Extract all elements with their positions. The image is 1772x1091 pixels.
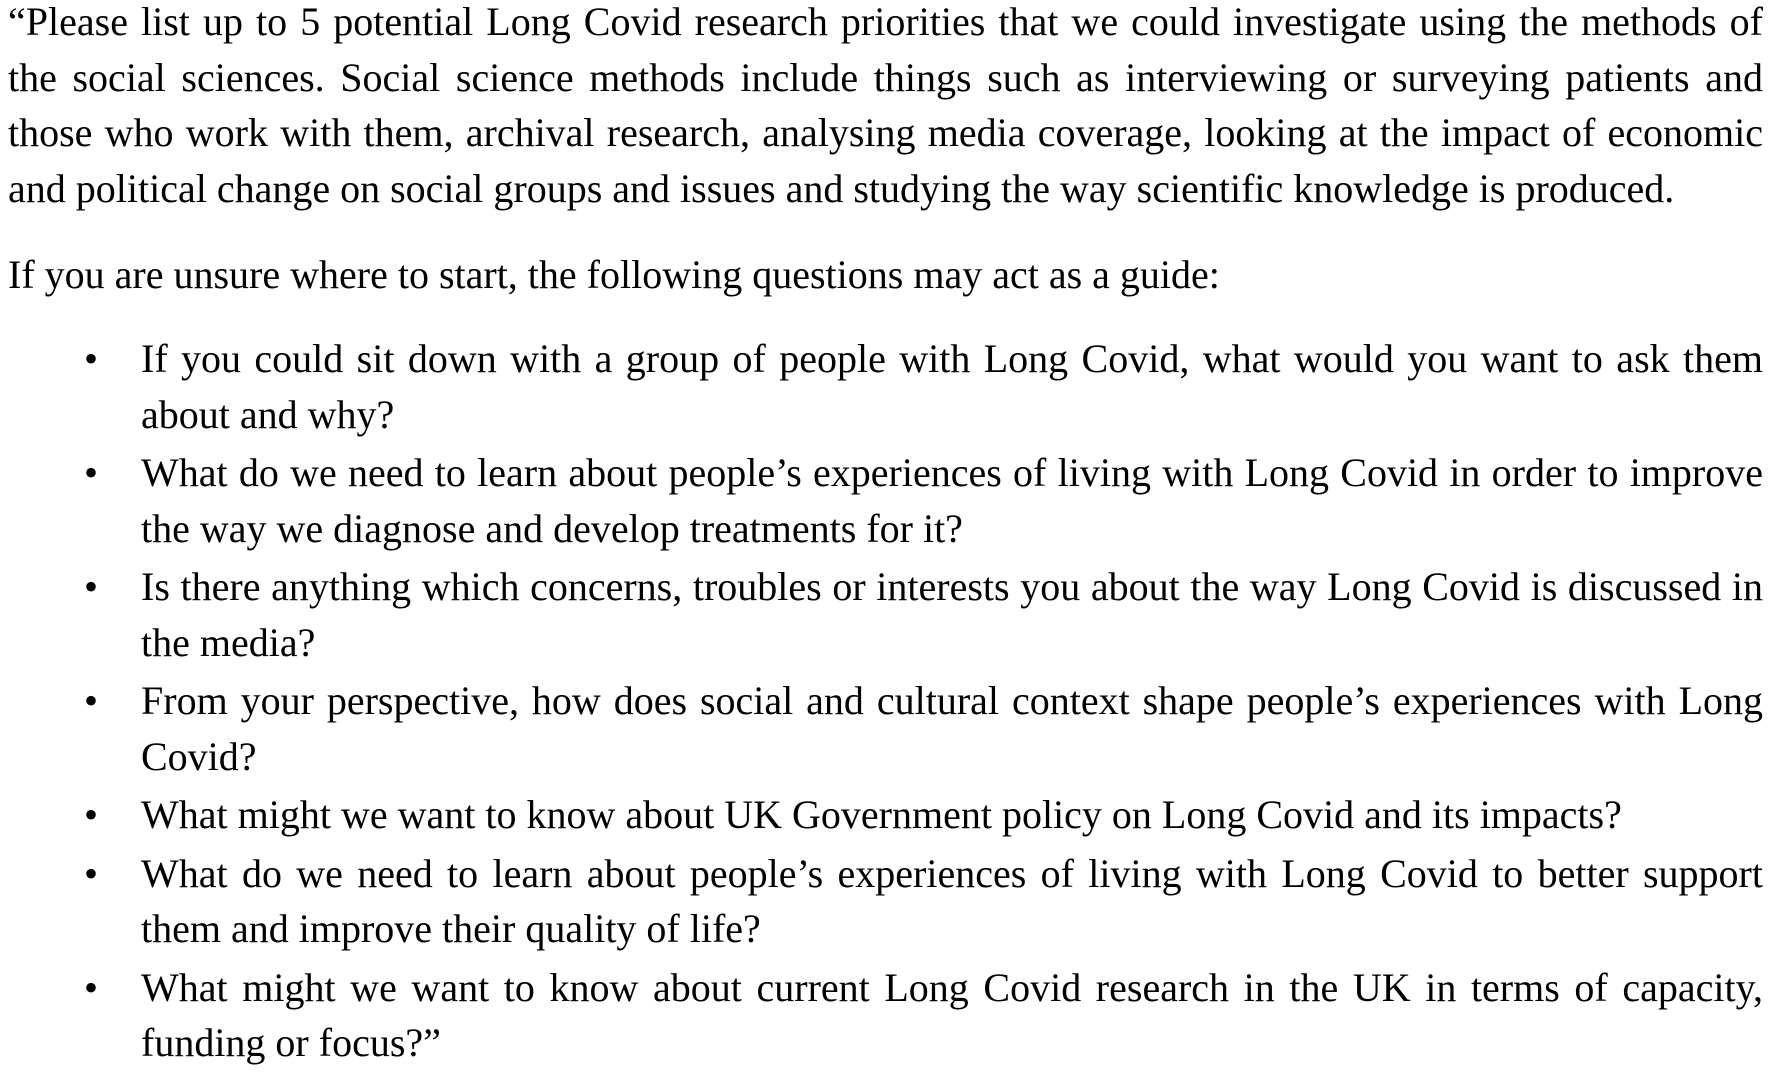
bullet-icon: • (83, 964, 98, 1010)
question-text: Is there anything which concerns, troubles or interests you about the way Long Covid is discussed in the media? (141, 564, 1763, 665)
question-text: If you could sit down with a group of people with Long Covid, what would you want to ask them about and why? (141, 336, 1763, 437)
bullet-icon: • (83, 678, 98, 723)
question-text: What might we want to know about current Long Covid research in the UK in terms of capacity, funding or focus?” (141, 964, 1763, 1065)
bullet-icon: • (83, 850, 98, 896)
intro-paragraph: “Please list up to 5 potential Long Covid research priorities that we could investigate using the methods of the social sciences. Social science methods include things such as interviewing or surveying patients and those who work with them, archival research, analysing media coverage, looking at the impact of economic and political change on social groups and issues and studying the way scientific knowledge is produced. (8, 0, 1763, 211)
question-text: What do we need to learn about people’s experiences of living with Long Covid to better support them and improve their quality of life? (141, 850, 1763, 951)
question-item (8, 559, 1763, 670)
bullet-icon: • (83, 792, 98, 837)
question-item (8, 960, 1763, 1071)
bullet-icon: • (83, 564, 98, 609)
question-list (8, 331, 1763, 1074)
question-item (8, 673, 1763, 784)
question-item (8, 787, 1763, 843)
question-text: What do we need to learn about people’s experiences of living with Long Covid in order to improve the way we diagnose and develop treatments for it? (141, 450, 1763, 551)
question-item (8, 846, 1763, 957)
question-item (8, 445, 1763, 556)
question-text: What might we want to know about UK Government policy on Long Covid and its impacts? (141, 792, 1622, 837)
bullet-icon: • (83, 336, 98, 381)
question-text: From your perspective, how does social and cultural context shape people’s experiences with Long Covid? (141, 678, 1763, 779)
guide-sentence: If you are unsure where to start, the following questions may act as a guide: (8, 252, 1220, 297)
question-item (8, 331, 1763, 442)
bullet-icon: • (83, 450, 98, 495)
